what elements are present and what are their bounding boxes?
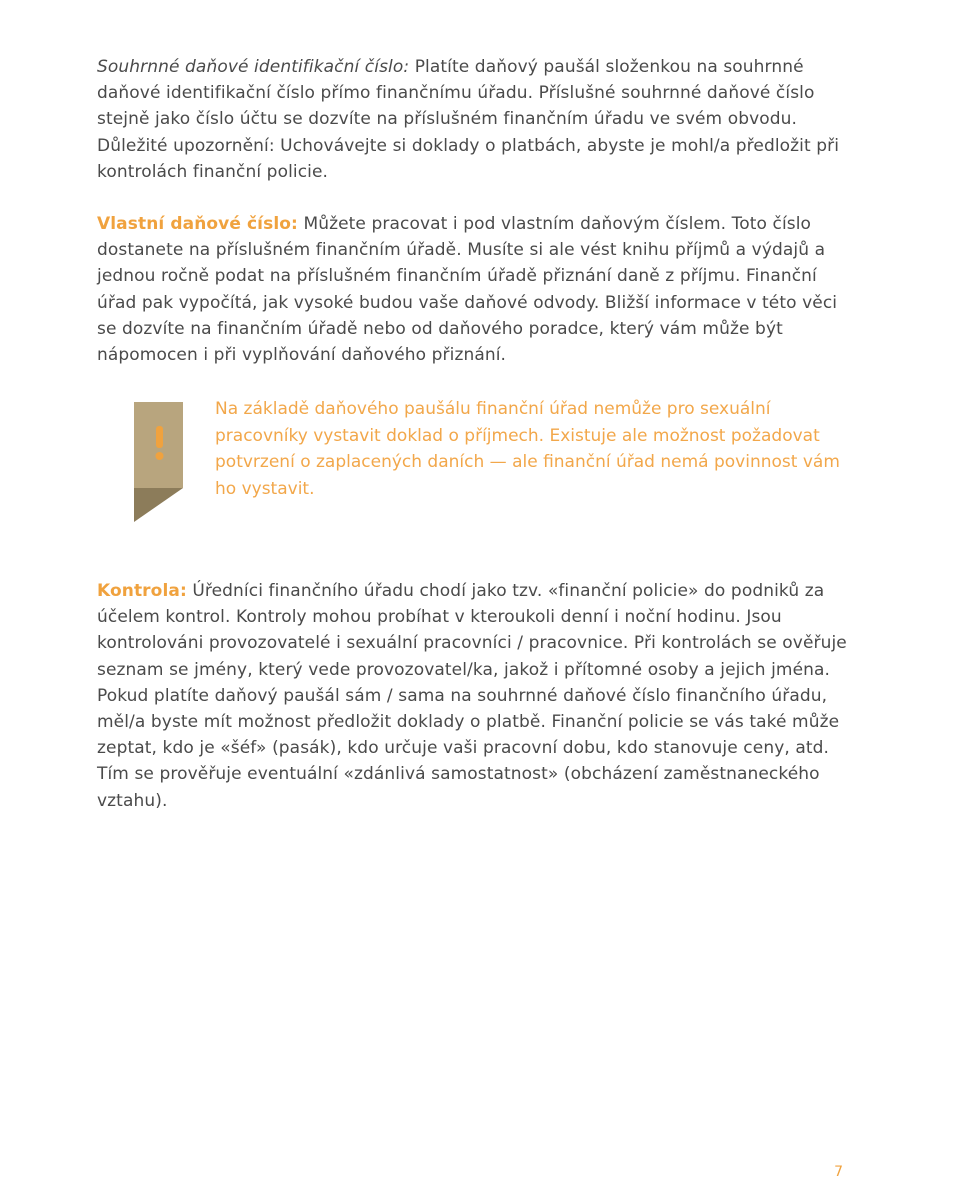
page-number: 7 (834, 1164, 843, 1180)
warning-note-text: Na základě daňového paušálu finanční úřad nemůže pro sexuální pracovníky vystavit doklad o příjmech. Existuje ale možnost požadovat potvrzení o zaplacených daních — ale finanční úřad nemá povinnost vám ho vystavit. (215, 399, 840, 500)
term-souhrnne-cislo: Souhrnné daňové identifikační číslo: (97, 57, 410, 77)
text-souhrnne-cislo: Platíte daňový paušál složenkou na souhrnné daňové identifikační číslo přímo finančnímu úřadu. Příslušné souhrnné daňové číslo stejně jako číslo účtu se dozvíte na příslušném finančním úřadu ve svém obvodu. Důležité upozornění: Uchovávejte si doklady o platbách, abyste je mohl/a předložit při kontrolách finanční policie. (97, 57, 840, 182)
note-box-fold (134, 488, 183, 522)
text-vlastni-cislo: Můžete pracovat i pod vlastním daňovým číslem. Toto číslo dostanete na příslušném finančním úřadě. Musíte si ale vést knihu příjmů a výdajů a jednou ročně podat na příslušném finančním úřadě přiznání daně z příjmu. Finanční úřad pak vypočítá, jak vysoké budou vaše daňové odvody. Bližší informace v této věci se dozvíte na finančním úřadě nebo od daňového poradce, který vám může být nápomocen i při vyplňování daňového přiznání. (97, 214, 838, 366)
paragraph-kontrola (97, 578, 857, 814)
text-kontrola: Úředníci finančního úřadu chodí jako tzv. «finanční policie» do podniků za účelem kontrol. Kontroly mohou probíhat v kteroukoli denní i noční hodinu. Jsou kontrolováni provozovatelé i sexuální pracovníci / pracovnice. Při kontrolách se ověřuje seznam se jmény, který vede provozovatel/ka, jakož i přítomné osoby a jejich jména. Pokud platíte daňový paušál sám / sama na souhrnné daňové číslo finančního úřadu, měl/a byste mít možnost předložit doklady o platbě. Finanční policie se vás také může zeptat, kdo je «šéf» (pasák), kdo určuje vaši pracovní dobu, kdo stanovuje ceny, atd. Tím se prověřuje eventuální «zdánlivá samostatnost» (obcházení zaměstnaneckého vztahu). (97, 581, 847, 811)
exclamation-icon (134, 402, 183, 522)
paragraph-souhrnne-cislo (97, 54, 857, 185)
paragraph-vlastni-cislo (97, 211, 857, 368)
exclamation-stroke (156, 426, 163, 448)
term-kontrola: Kontrola: (97, 581, 187, 601)
exclamation-dot (156, 452, 164, 460)
term-vlastni-cislo: Vlastní daňové číslo: (97, 214, 298, 234)
